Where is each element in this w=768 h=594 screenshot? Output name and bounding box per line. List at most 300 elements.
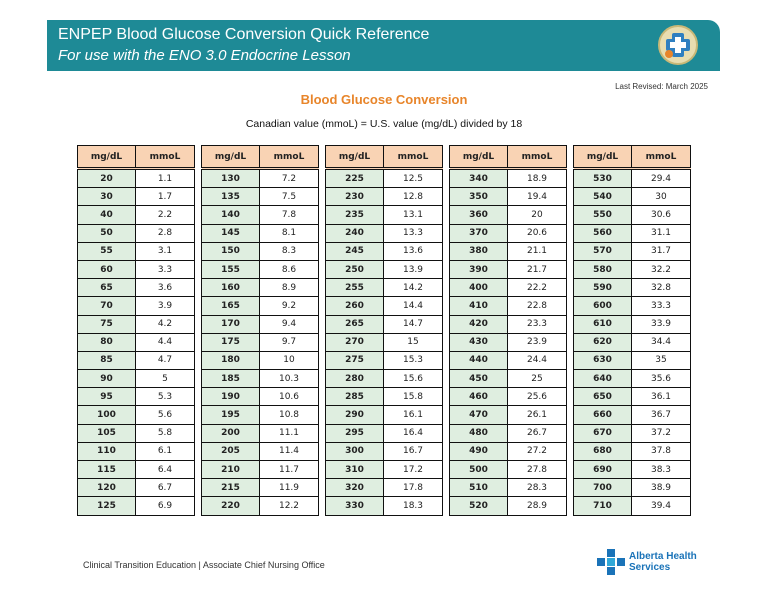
table-row (450, 333, 567, 351)
mgdl-cell: 155 (202, 260, 260, 278)
mmol-cell: 11.4 (260, 442, 319, 460)
table-row (574, 333, 691, 351)
mmol-cell: 27.2 (508, 442, 567, 460)
conversion-table (77, 145, 195, 516)
mgdl-cell: 500 (450, 461, 508, 479)
mgdl-cell: 115 (78, 461, 136, 479)
table-row (202, 351, 319, 369)
mmol-cell: 36.1 (632, 388, 691, 406)
table-row (326, 461, 443, 479)
mmol-cell: 9.4 (260, 315, 319, 333)
mmol-cell: 38.9 (632, 479, 691, 497)
mgdl-cell: 460 (450, 388, 508, 406)
mgdl-cell: 280 (326, 370, 384, 388)
mmol-cell: 6.1 (136, 442, 195, 460)
mgdl-cell: 105 (78, 424, 136, 442)
mgdl-cell: 440 (450, 351, 508, 369)
mgdl-cell: 480 (450, 424, 508, 442)
table-row (326, 242, 443, 260)
table-row (574, 242, 691, 260)
mgdl-cell: 185 (202, 370, 260, 388)
mmol-cell: 30 (632, 188, 691, 206)
table-row (450, 461, 567, 479)
column-header-mmol: mmoL (260, 146, 319, 169)
table-row (574, 206, 691, 224)
mmol-cell: 8.1 (260, 224, 319, 242)
mmol-cell: 17.8 (384, 479, 443, 497)
mmol-cell: 10.8 (260, 406, 319, 424)
table-row (326, 351, 443, 369)
mgdl-cell: 420 (450, 315, 508, 333)
table-row (78, 297, 195, 315)
table-row (202, 315, 319, 333)
mmol-cell: 13.1 (384, 206, 443, 224)
table-row (450, 206, 567, 224)
mgdl-cell: 530 (574, 169, 632, 188)
mgdl-cell: 510 (450, 479, 508, 497)
column-header-mmol: mmoL (508, 146, 567, 169)
column-header-mmol: mmoL (632, 146, 691, 169)
mmol-cell: 2.2 (136, 206, 195, 224)
mgdl-cell: 270 (326, 333, 384, 351)
table-row (202, 260, 319, 278)
mmol-cell: 16.7 (384, 442, 443, 460)
table-row (78, 206, 195, 224)
table-row (450, 279, 567, 297)
table-row (202, 169, 319, 188)
column-header-mgdl: mg/dL (326, 146, 384, 169)
table-row (574, 406, 691, 424)
mgdl-cell: 650 (574, 388, 632, 406)
table-row (78, 461, 195, 479)
table-row (202, 188, 319, 206)
ahs-logo-line2: Services (629, 562, 671, 573)
mgdl-cell: 250 (326, 260, 384, 278)
mgdl-cell: 55 (78, 242, 136, 260)
mmol-cell: 16.4 (384, 424, 443, 442)
mgdl-cell: 600 (574, 297, 632, 315)
mmol-cell: 14.7 (384, 315, 443, 333)
mmol-cell: 8.9 (260, 279, 319, 297)
table-row (78, 388, 195, 406)
mgdl-cell: 610 (574, 315, 632, 333)
table-row (78, 497, 195, 515)
mmol-cell: 26.1 (508, 406, 567, 424)
ahs-logo-line1: Alberta Health (629, 551, 697, 562)
ahs-logo (597, 549, 697, 575)
mmol-cell: 4.2 (136, 315, 195, 333)
table-row (574, 370, 691, 388)
table-row (78, 424, 195, 442)
mgdl-cell: 620 (574, 333, 632, 351)
table-row (326, 388, 443, 406)
mmol-cell: 3.1 (136, 242, 195, 260)
table-row (326, 497, 443, 515)
table-row (326, 406, 443, 424)
mgdl-cell: 275 (326, 351, 384, 369)
mmol-cell: 11.1 (260, 424, 319, 442)
table-row (78, 279, 195, 297)
mmol-cell: 28.9 (508, 497, 567, 515)
table-row (202, 406, 319, 424)
mmol-cell: 3.6 (136, 279, 195, 297)
mgdl-cell: 410 (450, 297, 508, 315)
mgdl-cell: 235 (326, 206, 384, 224)
mgdl-cell: 265 (326, 315, 384, 333)
table-row (78, 333, 195, 351)
conversion-table (325, 145, 443, 516)
table-row (202, 388, 319, 406)
table-row (450, 188, 567, 206)
mmol-cell: 27.8 (508, 461, 567, 479)
mgdl-cell: 180 (202, 351, 260, 369)
table-row (574, 461, 691, 479)
mmol-cell: 14.4 (384, 297, 443, 315)
mgdl-cell: 175 (202, 333, 260, 351)
mgdl-cell: 285 (326, 388, 384, 406)
mgdl-cell: 390 (450, 260, 508, 278)
mmol-cell: 32.2 (632, 260, 691, 278)
mmol-cell: 25.6 (508, 388, 567, 406)
table-row (326, 370, 443, 388)
conversion-formula: Canadian value (mmoL) = U.S. value (mg/dL) divided by 18 (245, 118, 523, 130)
mmol-cell: 35 (632, 351, 691, 369)
table-row (450, 442, 567, 460)
table-row (202, 333, 319, 351)
mmol-cell: 7.8 (260, 206, 319, 224)
mmol-cell: 13.9 (384, 260, 443, 278)
mmol-cell: 10 (260, 351, 319, 369)
mgdl-cell: 370 (450, 224, 508, 242)
mmol-cell: 37.2 (632, 424, 691, 442)
mgdl-cell: 170 (202, 315, 260, 333)
table-row (78, 260, 195, 278)
table-row (326, 224, 443, 242)
header-banner (47, 20, 720, 71)
mgdl-cell: 70 (78, 297, 136, 315)
table-row (78, 188, 195, 206)
document-title: Blood Glucose Conversion (300, 92, 468, 107)
mmol-cell: 1.7 (136, 188, 195, 206)
mmol-cell: 33.3 (632, 297, 691, 315)
mgdl-cell: 90 (78, 370, 136, 388)
table-row (202, 370, 319, 388)
mmol-cell: 22.2 (508, 279, 567, 297)
table-row (574, 169, 691, 188)
mmol-cell: 14.2 (384, 279, 443, 297)
ahs-cross-icon (597, 549, 625, 575)
table-row (202, 442, 319, 460)
mgdl-cell: 60 (78, 260, 136, 278)
mgdl-cell: 590 (574, 279, 632, 297)
table-row (450, 497, 567, 515)
column-header-mgdl: mg/dL (450, 146, 508, 169)
table-row (326, 169, 443, 188)
mgdl-cell: 550 (574, 206, 632, 224)
mgdl-cell: 310 (326, 461, 384, 479)
table-row (450, 224, 567, 242)
mmol-cell: 3.9 (136, 297, 195, 315)
table-row (450, 351, 567, 369)
mmol-cell: 39.4 (632, 497, 691, 515)
mgdl-cell: 30 (78, 188, 136, 206)
mmol-cell: 24.4 (508, 351, 567, 369)
mmol-cell: 21.1 (508, 242, 567, 260)
mmol-cell: 11.7 (260, 461, 319, 479)
mgdl-cell: 80 (78, 333, 136, 351)
table-row (450, 388, 567, 406)
mgdl-cell: 520 (450, 497, 508, 515)
column-header-mgdl: mg/dL (202, 146, 260, 169)
mgdl-cell: 150 (202, 242, 260, 260)
mmol-cell: 1.1 (136, 169, 195, 188)
table-row (574, 224, 691, 242)
mgdl-cell: 195 (202, 406, 260, 424)
mgdl-cell: 100 (78, 406, 136, 424)
mmol-cell: 4.7 (136, 351, 195, 369)
mgdl-cell: 75 (78, 315, 136, 333)
mgdl-cell: 630 (574, 351, 632, 369)
header-title: ENPEP Blood Glucose Conversion Quick Reference (58, 26, 430, 43)
mgdl-cell: 240 (326, 224, 384, 242)
table-row (202, 497, 319, 515)
table-row (326, 260, 443, 278)
table-row (574, 424, 691, 442)
mmol-cell: 34.4 (632, 333, 691, 351)
mmol-cell: 12.5 (384, 169, 443, 188)
table-row (574, 479, 691, 497)
mgdl-cell: 110 (78, 442, 136, 460)
mgdl-cell: 360 (450, 206, 508, 224)
mgdl-cell: 490 (450, 442, 508, 460)
mmol-cell: 15.8 (384, 388, 443, 406)
conversion-tables (77, 145, 691, 516)
mgdl-cell: 640 (574, 370, 632, 388)
mgdl-cell: 320 (326, 479, 384, 497)
table-row (450, 169, 567, 188)
mgdl-cell: 160 (202, 279, 260, 297)
mmol-cell: 31.7 (632, 242, 691, 260)
mmol-cell: 26.7 (508, 424, 567, 442)
table-row (574, 260, 691, 278)
mmol-cell: 11.9 (260, 479, 319, 497)
last-revised-text: Last Revised: March 2025 (615, 82, 708, 91)
conversion-table (573, 145, 691, 516)
mmol-cell: 25 (508, 370, 567, 388)
footer-text: Clinical Transition Education | Associate Chief Nursing Office (83, 560, 325, 570)
mmol-cell: 20 (508, 206, 567, 224)
mmol-cell: 30.6 (632, 206, 691, 224)
mgdl-cell: 560 (574, 224, 632, 242)
table-row (78, 315, 195, 333)
mmol-cell: 8.3 (260, 242, 319, 260)
mgdl-cell: 470 (450, 406, 508, 424)
table-row (78, 224, 195, 242)
table-row (326, 188, 443, 206)
table-row (78, 169, 195, 188)
mgdl-cell: 540 (574, 188, 632, 206)
mgdl-cell: 380 (450, 242, 508, 260)
mgdl-cell: 710 (574, 497, 632, 515)
table-row (450, 424, 567, 442)
mgdl-cell: 680 (574, 442, 632, 460)
mgdl-cell: 50 (78, 224, 136, 242)
table-row (202, 224, 319, 242)
mgdl-cell: 290 (326, 406, 384, 424)
mgdl-cell: 135 (202, 188, 260, 206)
mmol-cell: 38.3 (632, 461, 691, 479)
table-row (78, 406, 195, 424)
table-row (202, 461, 319, 479)
table-row (450, 260, 567, 278)
mgdl-cell: 130 (202, 169, 260, 188)
mmol-cell: 18.9 (508, 169, 567, 188)
mmol-cell: 35.6 (632, 370, 691, 388)
table-row (326, 442, 443, 460)
mgdl-cell: 190 (202, 388, 260, 406)
mmol-cell: 6.9 (136, 497, 195, 515)
mmol-cell: 2.8 (136, 224, 195, 242)
table-row (450, 242, 567, 260)
table-row (202, 479, 319, 497)
table-row (326, 297, 443, 315)
header-subtitle: For use with the ENO 3.0 Endocrine Lesson (58, 47, 351, 64)
table-row (202, 206, 319, 224)
mgdl-cell: 95 (78, 388, 136, 406)
table-row (202, 297, 319, 315)
mmol-cell: 12.2 (260, 497, 319, 515)
table-row (450, 297, 567, 315)
mmol-cell: 9.2 (260, 297, 319, 315)
mgdl-cell: 225 (326, 169, 384, 188)
mgdl-cell: 20 (78, 169, 136, 188)
table-row (326, 333, 443, 351)
mgdl-cell: 295 (326, 424, 384, 442)
mgdl-cell: 205 (202, 442, 260, 460)
table-row (450, 315, 567, 333)
mmol-cell: 31.1 (632, 224, 691, 242)
mmol-cell: 37.8 (632, 442, 691, 460)
table-row (326, 279, 443, 297)
table-row (202, 242, 319, 260)
mmol-cell: 20.6 (508, 224, 567, 242)
table-row (326, 315, 443, 333)
mmol-cell: 23.9 (508, 333, 567, 351)
mgdl-cell: 340 (450, 169, 508, 188)
table-row (78, 442, 195, 460)
table-row (574, 388, 691, 406)
table-row (574, 297, 691, 315)
table-row (450, 370, 567, 388)
mgdl-cell: 145 (202, 224, 260, 242)
mmol-cell: 21.7 (508, 260, 567, 278)
mmol-cell: 10.3 (260, 370, 319, 388)
table-row (202, 424, 319, 442)
mgdl-cell: 165 (202, 297, 260, 315)
mmol-cell: 5.8 (136, 424, 195, 442)
mmol-cell: 4.4 (136, 333, 195, 351)
mgdl-cell: 330 (326, 497, 384, 515)
mmol-cell: 17.2 (384, 461, 443, 479)
table-row (78, 479, 195, 497)
mgdl-cell: 300 (326, 442, 384, 460)
mmol-cell: 15.3 (384, 351, 443, 369)
mmol-cell: 7.2 (260, 169, 319, 188)
table-row (202, 279, 319, 297)
mgdl-cell: 245 (326, 242, 384, 260)
mgdl-cell: 210 (202, 461, 260, 479)
column-header-mmol: mmoL (384, 146, 443, 169)
mgdl-cell: 570 (574, 242, 632, 260)
conversion-table (201, 145, 319, 516)
mgdl-cell: 670 (574, 424, 632, 442)
mgdl-cell: 215 (202, 479, 260, 497)
mmol-cell: 28.3 (508, 479, 567, 497)
mgdl-cell: 350 (450, 188, 508, 206)
mmol-cell: 32.8 (632, 279, 691, 297)
mmol-cell: 13.3 (384, 224, 443, 242)
mgdl-cell: 120 (78, 479, 136, 497)
mgdl-cell: 140 (202, 206, 260, 224)
mmol-cell: 7.5 (260, 188, 319, 206)
mmol-cell: 12.8 (384, 188, 443, 206)
table-row (574, 279, 691, 297)
table-row (326, 424, 443, 442)
mmol-cell: 15 (384, 333, 443, 351)
column-header-mgdl: mg/dL (78, 146, 136, 169)
mgdl-cell: 450 (450, 370, 508, 388)
mgdl-cell: 85 (78, 351, 136, 369)
mmol-cell: 15.6 (384, 370, 443, 388)
mmol-cell: 33.9 (632, 315, 691, 333)
mgdl-cell: 40 (78, 206, 136, 224)
mmol-cell: 22.8 (508, 297, 567, 315)
mmol-cell: 36.7 (632, 406, 691, 424)
medical-kit-icon (658, 25, 698, 65)
table-row (326, 206, 443, 224)
mgdl-cell: 430 (450, 333, 508, 351)
mmol-cell: 5.6 (136, 406, 195, 424)
table-row (326, 479, 443, 497)
mmol-cell: 6.4 (136, 461, 195, 479)
column-header-mmol: mmoL (136, 146, 195, 169)
conversion-table (449, 145, 567, 516)
mgdl-cell: 255 (326, 279, 384, 297)
mgdl-cell: 220 (202, 497, 260, 515)
mmol-cell: 16.1 (384, 406, 443, 424)
mgdl-cell: 580 (574, 260, 632, 278)
table-row (78, 351, 195, 369)
mmol-cell: 8.6 (260, 260, 319, 278)
mmol-cell: 10.6 (260, 388, 319, 406)
table-row (450, 479, 567, 497)
mgdl-cell: 690 (574, 461, 632, 479)
table-row (574, 442, 691, 460)
mgdl-cell: 660 (574, 406, 632, 424)
table-row (574, 351, 691, 369)
mmol-cell: 18.3 (384, 497, 443, 515)
mmol-cell: 23.3 (508, 315, 567, 333)
mgdl-cell: 125 (78, 497, 136, 515)
table-row (574, 188, 691, 206)
mmol-cell: 29.4 (632, 169, 691, 188)
table-row (78, 370, 195, 388)
mmol-cell: 6.7 (136, 479, 195, 497)
table-row (574, 315, 691, 333)
mgdl-cell: 65 (78, 279, 136, 297)
mmol-cell: 5.3 (136, 388, 195, 406)
mmol-cell: 5 (136, 370, 195, 388)
